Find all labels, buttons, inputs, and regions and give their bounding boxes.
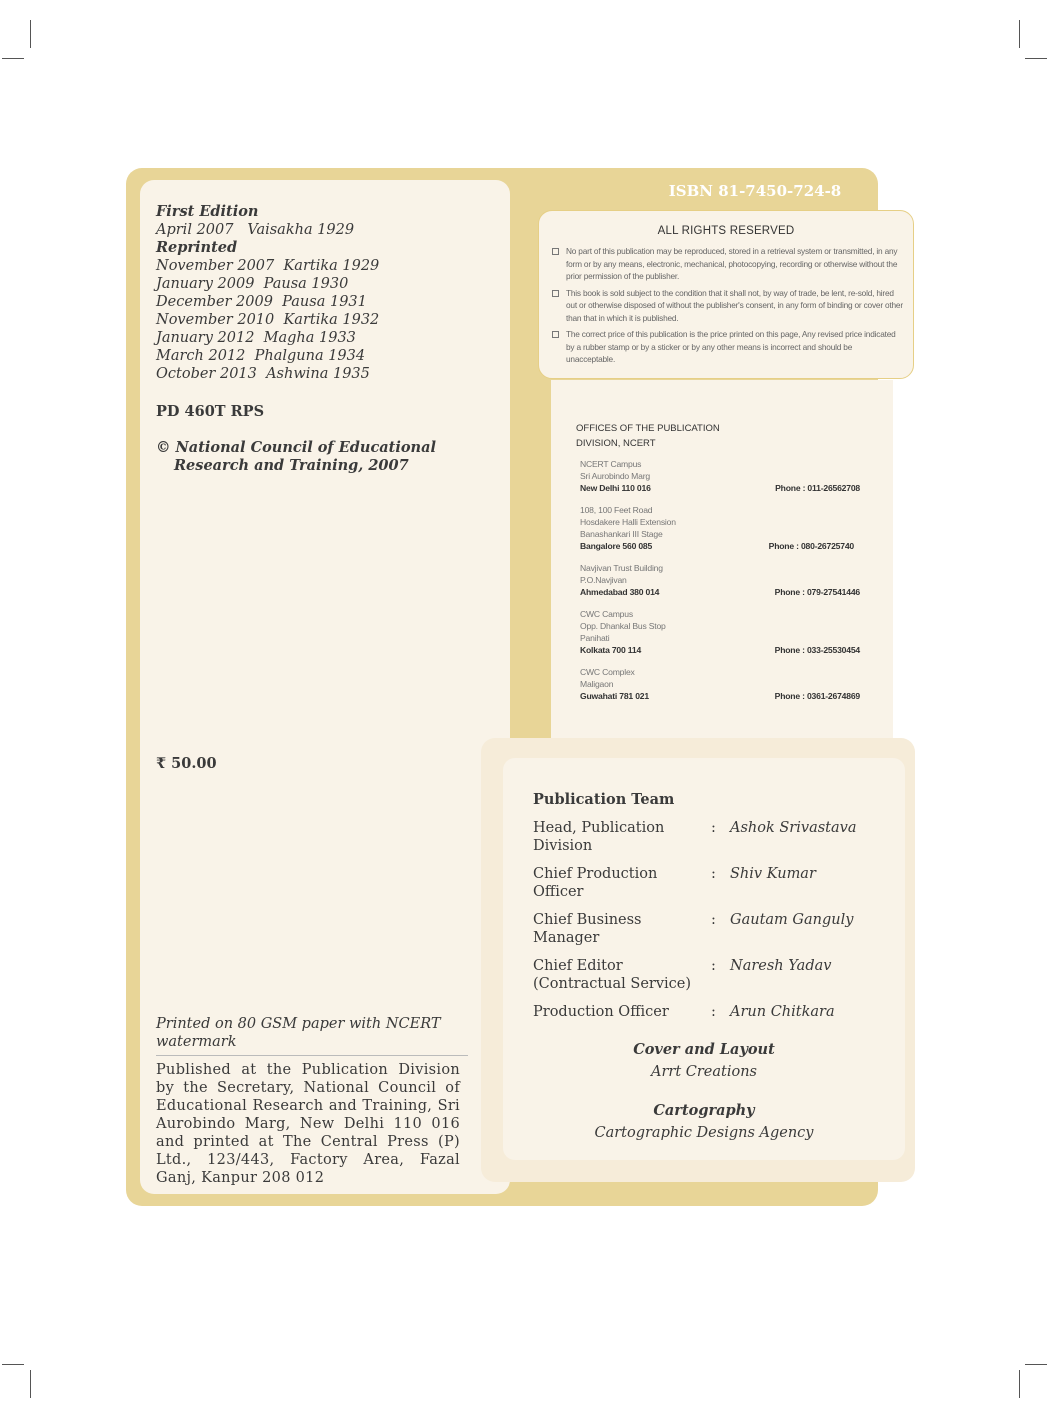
office-entry: NCERT Campus Sri Aurobindo Marg New Delhi 110 016 Phone : 011-26562708: [580, 459, 860, 493]
first-edition-date: April 2007: [156, 222, 234, 238]
office-entry: Navjivan Trust Building P.O.Navjivan Ahmedabad 380 014 Phone : 079-27541446: [580, 563, 860, 597]
office-entry: CWC Campus Opp. Dhankal Bus Stop Panihati Kolkata 700 114 Phone : 033-25530454: [580, 609, 860, 655]
publisher-note: Published at the Publication Division by the Secretary, National Council of Educational Research and Training, Sri Aurobindo Marg, New Delhi 110 016 and printed at The Central Press (P) Ltd., 123/443, Factory Area, Fazal Ganj, Kanpur 208 012: [156, 1062, 460, 1186]
crop-mark: [30, 20, 31, 48]
office-entry: CWC Complex Maligaon Guwahati 781 021 Phone : 0361-2674869: [580, 667, 860, 701]
offices-title: OFFICES OF THE PUBLICATION DIVISION, NCERT: [576, 423, 720, 449]
copyright: [156, 439, 436, 475]
reprint: January 2009 Pausa 1930: [156, 276, 349, 292]
reprint: November 2007 Kartika 1929: [156, 258, 380, 274]
copyright-line: Research and Training, 2007: [174, 457, 409, 474]
cartography-name: Cartographic Designs Agency: [594, 1125, 814, 1141]
checkbox-bullet-icon: [552, 290, 559, 297]
reprint: November 2010 Kartika 1932: [156, 312, 380, 328]
crop-mark: [2, 58, 24, 59]
cover-layout-label: Cover and Layout: [633, 1041, 775, 1058]
checkbox-bullet-icon: [552, 248, 559, 255]
copyright-line: © National Council of Educational: [156, 439, 436, 456]
imprint-page: First Edition April 2007 Vaisakha 1929 Reprinted November 2007 Kartika 1929 January 2009 Pausa 1930 December 2009 Pausa 1931 November 2010 Kartika 1932 January 2012 Magha 1933 March 2012 Phalguna 1934 October 2013 Ashwina 1935 PD 460T RPS © National Council of Educational Research and Training, 2007 ₹ 50.00 Printed on 80 GSM paper with NCERT watermark Published at the Publication Division by the Secretary, National Council of Educational Research and Training, Sri Aurobindo Marg, New Delhi 110 016 and printed at The Central Press (P) Ltd., 123/443, Factory Area, Fazal Ganj, Kanpur 208 012 ISBN 81-7450-724-8 ALL RIGHTS RESERVED No part of this publication may be reproduced, stored in a retrieval system or transmitted, in any form or by any means, electronic, mechanical, photocopying, recording or otherwise without the prior permission of the publisher. This book is sold subject to the condition that it shall not, by way of trade, be lent, re-sold, hired out or otherwise disposed of without the publisher's consent, in any form of binding or cover other than that in which it is published. The correct price of this publication is the price printed on this page, Any revised price indicated by a rubber stamp or by a sticker or by any other means is incorrect and should be unacceptable. OFFICES OF THE PUBLICATION DIVISION, NCERT NCERT Campus Sri Aurobindo Marg New Delhi 110 016 Phone : 011-26562708 108, 100 Feet Road Hosdakere Halli Extension Banashankari III Stage Bangalore 560 085 Phone : 080-26725740 Navjivan Trust Building P.O.Navjivan Ahmedabad 380 014 Phone : 079-27541446 CWC Campus Opp. Dhankal Bus Stop Panihati Kolkata 700 114 Phone : 033-25530454 CWC Complex Maligaon Guwahati 781 021 Phone : 0361-2674869 Publication Team Head, Publication Division : Ashok Srivastava Chief Production Officer : Shiv Kumar Chief Business Manager : Gautam Ganguly Chief Editor (Contractual Service) : Naresh Yadav Production Officer : Arun Chitkara Cover and Layout Arrt Creations Cartography Cartographic Designs Agency: [0, 0, 1050, 1403]
crop-mark: [30, 1370, 31, 1398]
isbn: ISBN 81-7450-724-8: [668, 182, 842, 200]
rights-item: [539, 245, 913, 283]
rights-box: [538, 210, 914, 379]
divider: [156, 1055, 468, 1056]
offices-panel: [551, 380, 893, 738]
crop-mark: [1025, 58, 1047, 59]
reprint: March 2012 Phalguna 1934: [156, 348, 366, 364]
cover-layout-name: Arrt Creations: [651, 1064, 757, 1080]
team-title: Publication Team: [533, 791, 675, 808]
reprint: October 2013 Ashwina 1935: [156, 366, 370, 382]
product-code: PD 460T RPS: [156, 403, 265, 420]
office-entry: 108, 100 Feet Road Hosdakere Halli Extension Banashankari III Stage Bangalore 560 085 Phone : 080-26725740: [580, 505, 854, 551]
checkbox-bullet-icon: [552, 331, 559, 338]
rights-text: This book is sold subject to the condition that it shall not, by way of trade, be lent, re-sold, hired out or otherwise disposed of without the publisher's consent, in any form of binding or cover other than that in which it is published.: [566, 287, 903, 323]
crop-mark: [1025, 1364, 1047, 1365]
rights-text: No part of this publication may be reproduced, stored in a retrieval system or transmitted, in any form or by any means, electronic, mechanical, photocopying, recording or otherwise without the prior permission of the publisher.: [566, 246, 898, 281]
reprint: January 2012 Magha 1933: [156, 330, 356, 346]
rights-item: [539, 287, 913, 325]
first-edition-label: First Edition: [156, 203, 259, 220]
reprint: December 2009 Pausa 1931: [156, 294, 367, 310]
reprinted-label: Reprinted: [156, 239, 238, 256]
crop-mark: [1019, 20, 1020, 48]
edition-history: [156, 203, 496, 383]
price: ₹ 50.00: [156, 755, 217, 772]
rights-item: [539, 328, 913, 366]
first-edition-saka: Vaisakha 1929: [247, 222, 355, 238]
crop-mark: [2, 1364, 24, 1365]
rights-text: The correct price of this publication is the price printed on this page, Any revised price indicated by a rubber stamp or by a sticker or by any other means is incorrect and should be unacceptable.: [566, 329, 896, 364]
rights-title: ALL RIGHTS RESERVED: [657, 225, 795, 237]
cartography-label: Cartography: [653, 1102, 755, 1119]
paper-note: Printed on 80 GSM paper with NCERT watermark: [156, 1016, 441, 1050]
crop-mark: [1019, 1370, 1020, 1398]
